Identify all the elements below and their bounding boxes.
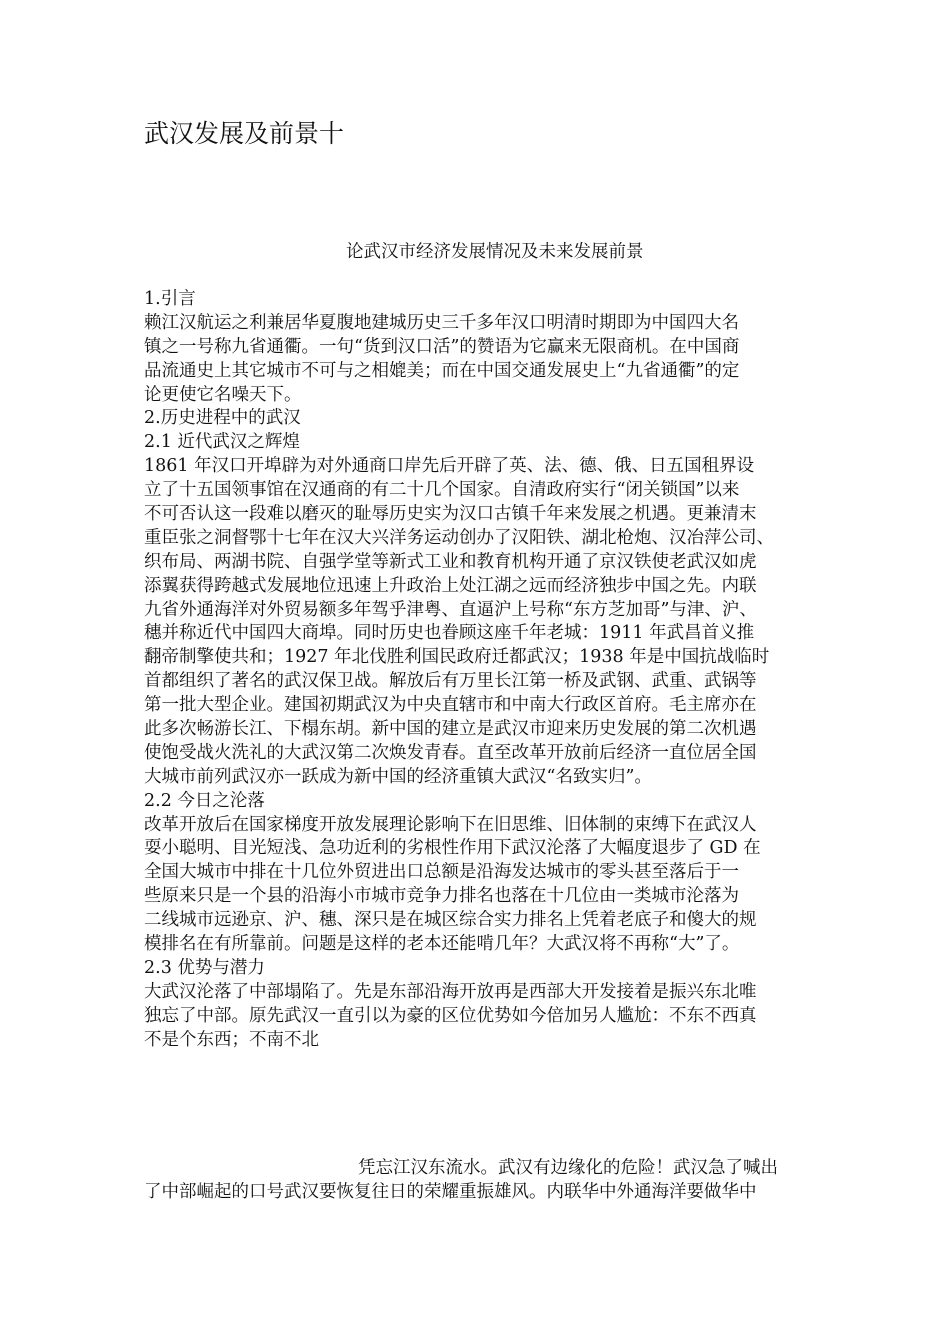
continued-paragraph bbox=[144, 1157, 824, 1205]
subsection-heading: 2.1 近代武汉之辉煌 bbox=[144, 432, 300, 453]
paragraph-line: 不是个东西；不南不北 bbox=[144, 1029, 319, 1050]
paragraph-line: 改革开放后在国家梯度开放发展理论影响下在旧思维、旧体制的束缚下在武汉人 bbox=[144, 814, 757, 835]
paragraph-line: 耍小聪明、目光短浅、急功近利的劣根性作用下武汉沦落了大幅度退步了 GD 在 bbox=[144, 838, 761, 859]
paragraph-line: 翻帝制擎使共和；1927 年北伐胜利国民政府迁都武汉；1938 年是中国抗战临时 bbox=[144, 647, 770, 668]
section-heading: 1.引言 bbox=[144, 289, 196, 309]
document-subtitle: 论武汉市经济发展情况及未来发展前景 bbox=[346, 242, 644, 262]
paragraph-line: 大城市前列武汉亦一跃成为新中国的经济重镇大武汉“名致实归”。 bbox=[144, 766, 652, 787]
paragraph-line: 大武汉沦落了中部塌陷了。先是东部沿海开放再是西部大开发接着是振兴东北唯 bbox=[144, 981, 757, 1002]
paragraph-line: 赖江汉航运之利兼居华夏腹地建城历史三千多年汉口明清时期即为中国四大名 bbox=[144, 312, 739, 333]
paragraph-line: 镇之一号称九省通衢。一句“货到汉口活”的赞语为它赢来无限商机。在中国商 bbox=[144, 336, 740, 357]
paragraph-line: 穗并称近代中国四大商埠。同时历史也眷顾这座千年老城：1911 年武昌首义推 bbox=[144, 623, 755, 644]
paragraph-line: 全国大城市中排在十几位外贸进出口总额是沿海发达城市的零头甚至落后于一 bbox=[144, 862, 739, 883]
paragraph-line: 重臣张之洞督鄂十七年在汉大兴洋务运动创办了汉阳铁、湖北枪炮、汉冶萍公司、 bbox=[144, 527, 774, 548]
paragraph-line: 添翼获得跨越式发展地位迅速上升政治上处江湖之远而经济独步中国之先。内联 bbox=[144, 575, 757, 596]
paragraph-line: 第一批大型企业。建国初期武汉为中央直辖市和中南大行政区首府。毛主席亦在 bbox=[144, 695, 757, 716]
paragraph-line: 凭忘江汉东流水。武汉有边缘化的危险！武汉急了喊出 bbox=[358, 1158, 778, 1178]
paragraph-line: 二线城市远逊京、沪、穗、深只是在城区综合实力排名上凭着老底子和傻大的规 bbox=[144, 910, 757, 931]
document-body bbox=[144, 288, 814, 1053]
paragraph-line: 不可否认这一段难以磨灭的耻辱历史实为汉口古镇千年来发展之机遇。更兼清末 bbox=[144, 504, 757, 525]
paragraph-line: 此多次畅游长江、下榻东胡。新中国的建立是武汉市迎来历史发展的第二次机遇 bbox=[144, 719, 757, 740]
paragraph-line: 论更使它名噪天下。 bbox=[144, 384, 302, 405]
paragraph-line: 了中部崛起的口号武汉要恢复往日的荣耀重振雄风。内联华中外通海洋要做华中 bbox=[144, 1181, 757, 1202]
subsection-heading: 2.2 今日之沦落 bbox=[144, 790, 265, 811]
section-heading: 2.历史进程中的武汉 bbox=[144, 408, 301, 429]
paragraph-line: 织布局、两湖书院、自强学堂等新式工业和教育机构开通了京汉铁使老武汉如虎 bbox=[144, 551, 757, 572]
document-title: 武汉发展及前景十 bbox=[144, 119, 345, 148]
paragraph-line: 品流通史上其它城市不可与之相媲美；而在中国交通发展史上“九省通衢”的定 bbox=[144, 360, 740, 381]
paragraph-line: 模排名在有所靠前。问题是这样的老本还能啃几年？大武汉将不再称“大”了。 bbox=[144, 934, 740, 955]
paragraph-line: 立了十五国领事馆在汉通商的有二十几个国家。自清政府实行“闭关锁国”以来 bbox=[144, 480, 740, 501]
paragraph-line: 首都组织了著名的武汉保卫战。解放后有万里长江第一桥及武钢、武重、武锅等 bbox=[144, 671, 757, 692]
subsection-heading: 2.3 优势与潜力 bbox=[144, 957, 265, 978]
paragraph-line: 独忘了中部。原先武汉一直引以为豪的区位优势如今倍加另人尴尬：不东不西真 bbox=[144, 1005, 757, 1026]
paragraph-line: 1861 年汉口开埠辟为对外通商口岸先后开辟了英、法、德、俄、日五国租界设 bbox=[144, 456, 755, 477]
paragraph-line: 九省外通海洋对外贸易额多年驾乎津粤、直逼沪上号称“东方芝加哥”与津、沪、 bbox=[144, 599, 757, 620]
paragraph-line: 使饱受战火洗礼的大武汉第二次焕发青春。直至改革开放前后经济一直位居全国 bbox=[144, 742, 757, 763]
paragraph-line: 些原来只是一个县的沿海小市城市竞争力排名也落在十几位由一类城市沦落为 bbox=[144, 886, 739, 907]
